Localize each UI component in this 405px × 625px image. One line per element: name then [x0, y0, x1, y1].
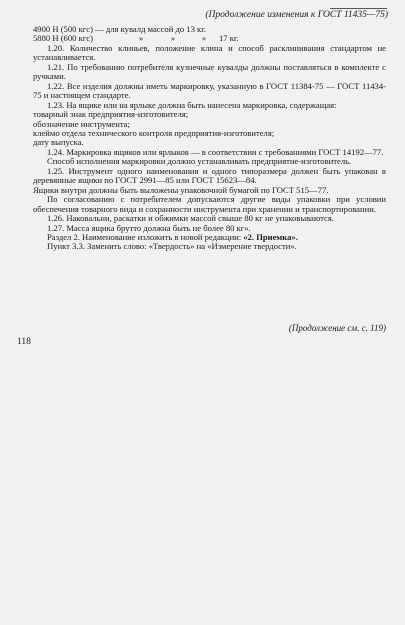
marking-item-2: обозначение инструмента;	[33, 118, 130, 129]
ditto-mark-3: »	[201, 33, 207, 44]
paragraph-1-25: 1.25. Инструмент одного наименования и одного типоразмера должен быть упакован в деревянные ящики по ГОСТ 2991—85 или ГОСТ 15623—84.	[33, 165, 386, 186]
marking-item-1: товарный знак предприятия-изготовителя;	[33, 109, 189, 120]
running-header: (Продолжение изменения к ГОСТ 11435—75)	[205, 10, 388, 20]
paragraph-1-25-agreement: По согласованию с потребителем допускаются другие виды упаковки при условии обеспечения товарного вида и сохранности инструмента при хранении и транспортировании.	[33, 194, 386, 214]
marking-item-4: дату выпуска.	[33, 137, 84, 148]
page-number: 118	[17, 337, 31, 347]
paragraph-1-24: 1.24. Маркировка ящиков или ярлыков — в соответствии с требованиями ГОСТ 14192—77.	[47, 146, 384, 157]
marking-item-3: клеймо отдела технического контроля предприятия-изготовителя;	[33, 127, 275, 138]
ditto-mark-2: »	[170, 33, 176, 44]
paragraph-1-25-boxes: Ящики внутри должны быть выложены упаковочной бумагой по ГОСТ 515—77.	[33, 184, 329, 195]
paragraph-1-20: 1.20. Количество клиньев, положение клина и способ расклинивания стандартом не устанавливается.	[33, 42, 386, 63]
line-5880-force: 5880 Н (600 кгс)	[33, 33, 93, 44]
header-rule	[330, 8, 387, 9]
continuation-note: (Продолжение см. с. 119)	[288, 323, 386, 333]
paragraph-1-24-method: Способ исполнения маркировки должно устанавливать предприятие-изготовитель.	[47, 156, 352, 167]
body-text	[33, 25, 386, 252]
paragraph-1-22: 1.22. Все изделия должны иметь маркировку, указанную в ГОСТ 11384-75 — ГОСТ 11434-75 и настоящем стандарте.	[33, 80, 386, 101]
paragraph-1-21: 1.21. По требованию потребителя кузнечные кувалды должны поставляться в комплекте с ручками.	[33, 61, 386, 82]
section-2-text: Раздел 2. Наименование изложить в новой редакции:	[47, 231, 244, 242]
paragraph-1-23: 1.23. На ящике или на ярлыке должна быть нанесена маркировка, содержащая:	[47, 99, 337, 110]
paragraph-1-27: 1.27. Масса ящика брутто должна быть не более 80 кг».	[47, 222, 251, 233]
line-5880-mass: 17 кг.	[219, 33, 239, 44]
item-3-3-change: Пункт 3.3. Заменить слово: «Твердость» на «Измерение твердости».	[47, 241, 297, 252]
paragraph-1-26: 1.26. Наковальни, раскатки и обжимки массой свыше 80 кг не упаковываются.	[47, 213, 334, 224]
line-4900: 4900 Н (500 кгс) — для кувалд массой до 13 кг.	[33, 24, 206, 34]
ditto-mark-1: »	[138, 33, 144, 44]
section-2-new-title: «2. Приемка».	[243, 231, 298, 242]
